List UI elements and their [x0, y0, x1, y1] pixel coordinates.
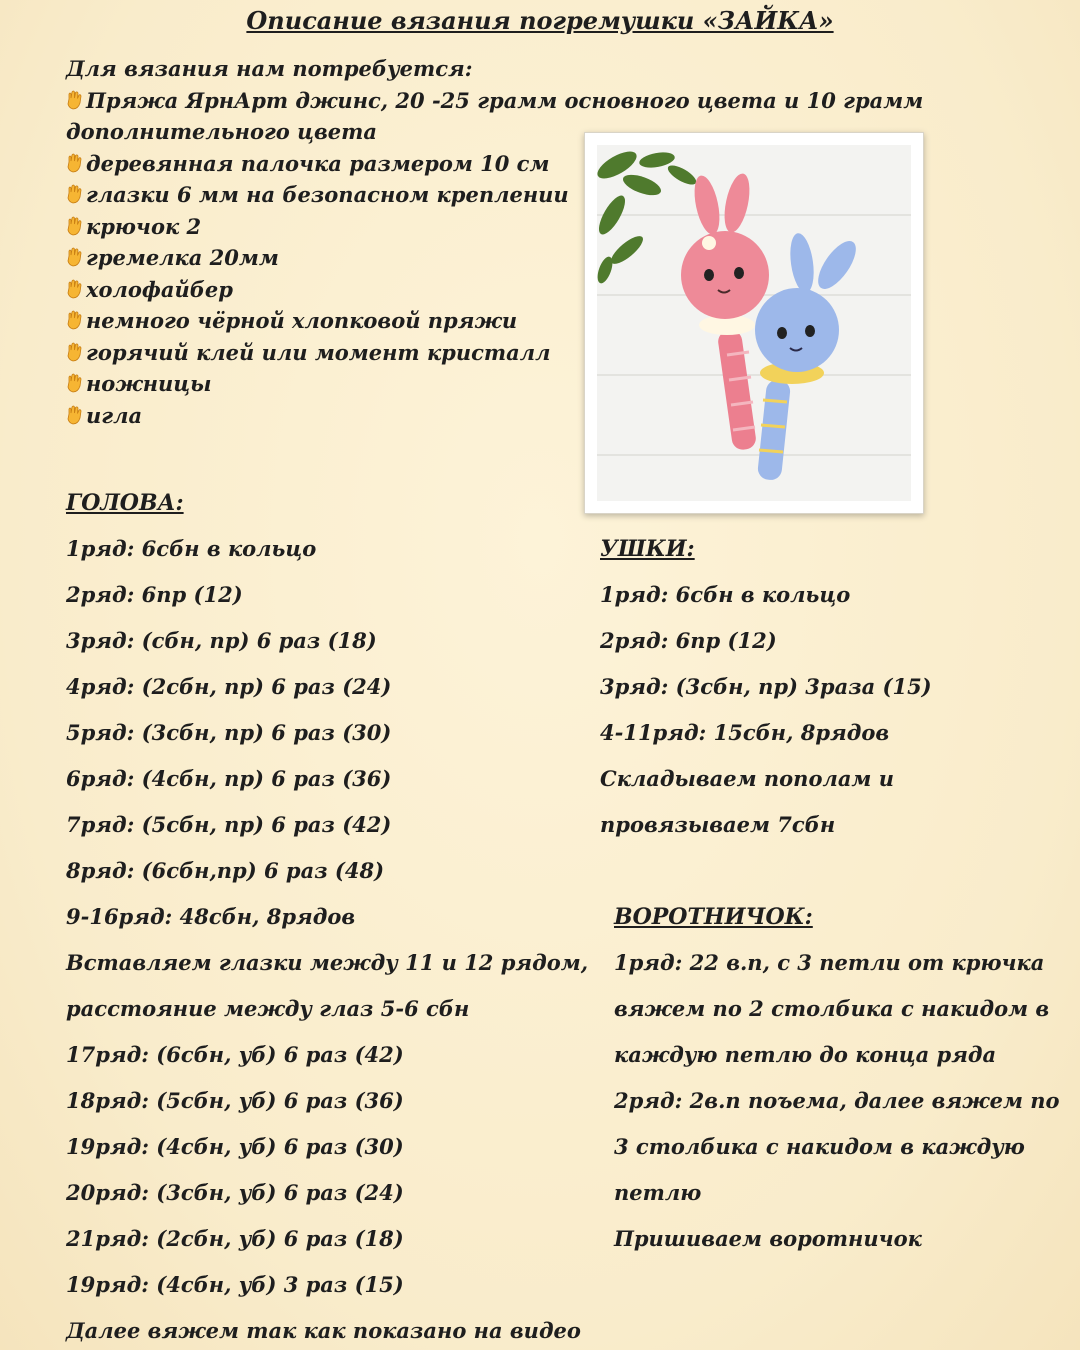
head-row: 19ряд: (4сбн, уб) 3 раз (15): [66, 1272, 404, 1297]
material-item: немного чёрной хлопковой пряжи: [66, 308, 517, 333]
material-item: Пряжа ЯрнАрт джинс, 20 -25 грамм основного цвета и 10 грамм: [66, 88, 923, 113]
head-row: 21ряд: (2сбн, уб) 6 раз (18): [66, 1226, 404, 1251]
ears-row: 2ряд: 6пр (12): [600, 628, 777, 653]
bunny-rattles-illustration: [597, 145, 911, 501]
head-row: 3ряд: (сбн, пр) 6 раз (18): [66, 628, 377, 653]
head-heading: ГОЛОВА:: [66, 490, 184, 516]
collar-row: петлю: [614, 1180, 702, 1205]
collar-heading: ВОРОТНИЧОК:: [614, 904, 813, 930]
hand-icon: [66, 310, 84, 330]
material-item: горячий клей или момент кристалл: [66, 340, 550, 365]
material-item: крючок 2: [66, 214, 201, 239]
head-row: 9-16ряд: 48сбн, 8рядов: [66, 904, 356, 929]
hand-icon: [66, 279, 84, 299]
hand-icon: [66, 373, 84, 393]
page-title: Описание вязания погремушки «ЗАЙКА»: [246, 6, 834, 35]
collar-row: каждую петлю до конца ряда: [614, 1042, 997, 1067]
materials-intro: Для вязания нам потребуется:: [66, 56, 473, 81]
material-item: гремелка 20мм: [66, 245, 279, 270]
ears-row: 4-11ряд: 15сбн, 8рядов: [600, 720, 890, 745]
hand-icon: [66, 216, 84, 236]
head-row: 18ряд: (5сбн, уб) 6 раз (36): [66, 1088, 404, 1113]
head-row: 4ряд: (2сбн, пр) 6 раз (24): [66, 674, 392, 699]
material-item: холофайбер: [66, 277, 233, 302]
hand-icon: [66, 342, 84, 362]
head-row: расстояние между глаз 5-6 сбн: [66, 996, 470, 1021]
hand-icon: [66, 405, 84, 425]
material-item: деревянная палочка размером 10 см: [66, 151, 549, 176]
head-row: 20ряд: (3сбн, уб) 6 раз (24): [66, 1180, 404, 1205]
head-row: Вставляем глазки между 11 и 12 рядом,: [66, 950, 589, 975]
ears-row: 1ряд: 6сбн в кольцо: [600, 582, 851, 607]
hand-icon: [66, 184, 84, 204]
collar-row: 1ряд: 22 в.п, с 3 петли от крючка: [614, 950, 1045, 975]
head-row: 8ряд: (6сбн,пр) 6 раз (48): [66, 858, 385, 883]
ears-row: Складываем пополам и: [600, 766, 894, 791]
head-row: 1ряд: 6сбн в кольцо: [66, 536, 317, 561]
collar-row: вяжем по 2 столбика с накидом в: [614, 996, 1050, 1021]
head-row: 2ряд: 6пр (12): [66, 582, 243, 607]
bunny-rattles-photo: [584, 132, 924, 514]
material-item: ножницы: [66, 371, 212, 396]
head-row: 7ряд: (5сбн, пр) 6 раз (42): [66, 812, 392, 837]
material-item-continued: дополнительного цвета: [66, 119, 377, 144]
collar-row: 3 столбика с накидом в каждую: [614, 1134, 1025, 1159]
head-row: Далее вяжем так как показано на видео: [66, 1318, 581, 1343]
collar-row: 2ряд: 2в.п поъема, далее вяжем по: [614, 1088, 1060, 1113]
head-row: 6ряд: (4сбн, пр) 6 раз (36): [66, 766, 392, 791]
hand-icon: [66, 153, 84, 173]
head-row: 5ряд: (3сбн, пр) 6 раз (30): [66, 720, 392, 745]
head-row: 19ряд: (4сбн, уб) 6 раз (30): [66, 1134, 404, 1159]
hand-icon: [66, 90, 84, 110]
ears-row: провязываем 7сбн: [600, 812, 836, 837]
material-item: игла: [66, 403, 142, 428]
hand-icon: [66, 247, 84, 267]
ears-row: 3ряд: (3сбн, пр) 3раза (15): [600, 674, 932, 699]
material-item: глазки 6 мм на безопасном креплении: [66, 182, 569, 207]
head-row: 17ряд: (6сбн, уб) 6 раз (42): [66, 1042, 404, 1067]
ears-heading: УШКИ:: [600, 536, 695, 562]
collar-row: Пришиваем воротничок: [614, 1226, 922, 1251]
